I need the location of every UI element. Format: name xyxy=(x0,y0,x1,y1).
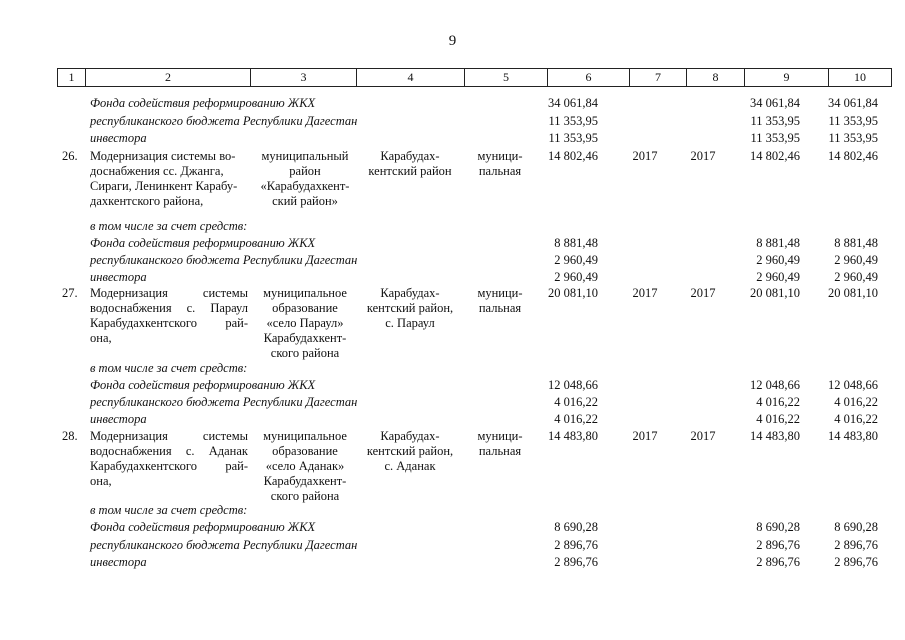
owner-line: Карабудахкент- xyxy=(263,474,347,488)
value-col9: 8 881,48 xyxy=(756,236,800,250)
project-name-line: Модернизация системы во- xyxy=(90,149,236,163)
value-col6: 11 353,95 xyxy=(548,131,598,145)
investor-label: инвестора xyxy=(90,412,147,426)
value-col6: 4 016,22 xyxy=(554,395,598,409)
header-col-1: 1 xyxy=(58,69,86,86)
location-line: с. Параул xyxy=(385,316,435,330)
header-col-6: 6 xyxy=(548,69,630,86)
value-col6: 20 081,10 xyxy=(548,286,598,300)
project-name-line: водоснабжения с. Параул xyxy=(90,301,248,315)
fund-label: Фонда содействия реформированию ЖКХ xyxy=(90,378,316,392)
project-name-line: Сираги, Ленинкент Карабу- xyxy=(90,179,238,193)
project-name-line: Модернизация системы xyxy=(90,429,248,443)
project-name-line: Модернизация системы xyxy=(90,286,248,300)
value-col6: 8 881,48 xyxy=(554,236,598,250)
project-name-line: Карабудахкентского рай- xyxy=(90,459,248,473)
value-col6: 4 016,22 xyxy=(554,412,598,426)
start-year: 2017 xyxy=(632,286,658,300)
end-year: 2017 xyxy=(690,149,716,163)
value-col6: 8 690,28 xyxy=(554,520,598,534)
project-name-line: водоснабжения с. Аданак xyxy=(90,444,248,458)
owner-line: Карабудахкент- xyxy=(263,331,347,345)
republic-label: республиканского бюджета Республики Дагестан xyxy=(90,395,358,409)
owner-line: «село Аданак» xyxy=(265,459,345,473)
value-col9: 12 048,66 xyxy=(750,378,800,392)
value-col10: 8 881,48 xyxy=(834,236,878,250)
row-number: 26. xyxy=(62,149,78,163)
value-col10: 12 048,66 xyxy=(828,378,878,392)
table-header-row xyxy=(57,68,892,87)
location-line: Карабудах- xyxy=(380,429,440,443)
location-line: кентский район xyxy=(368,164,452,178)
value-col9: 34 061,84 xyxy=(750,96,800,110)
location-line: кентский район, xyxy=(366,444,454,458)
value-col9: 4 016,22 xyxy=(756,412,800,426)
value-col9: 14 483,80 xyxy=(750,429,800,443)
ownership-line: муници- xyxy=(477,286,523,300)
republic-label: республиканского бюджета Республики Дагестан xyxy=(90,538,358,552)
value-col10: 14 802,46 xyxy=(828,149,878,163)
funding-intro-label: в том числе за счет средств: xyxy=(90,361,248,375)
location-line: кентский район, xyxy=(366,301,454,315)
start-year: 2017 xyxy=(632,149,658,163)
header-col-3: 3 xyxy=(251,69,357,86)
ownership-line: пальная xyxy=(478,444,522,458)
value-col9: 4 016,22 xyxy=(756,395,800,409)
project-name-line: Карабудахкентского рай- xyxy=(90,316,248,330)
value-col6: 2 896,76 xyxy=(554,538,598,552)
header-col-10: 10 xyxy=(854,70,866,84)
header-col-9: 9 xyxy=(745,69,829,86)
value-col6: 2 896,76 xyxy=(554,555,598,569)
value-col10: 4 016,22 xyxy=(834,395,878,409)
investor-label: инвестора xyxy=(90,131,147,145)
value-col6: 34 061,84 xyxy=(548,96,598,110)
value-col9: 20 081,10 xyxy=(750,286,800,300)
value-col9: 11 353,95 xyxy=(750,131,800,145)
value-col10: 34 061,84 xyxy=(828,96,878,110)
investor-label: инвестора xyxy=(90,555,147,569)
value-col6: 11 353,95 xyxy=(548,114,598,128)
value-col10: 11 353,95 xyxy=(828,114,878,128)
owner-line: муниципальное xyxy=(263,429,347,443)
funding-intro-label: в том числе за счет средств: xyxy=(90,503,248,517)
header-col-7: 7 xyxy=(630,69,687,86)
owner-line: «Карабудахкент- xyxy=(260,179,350,193)
end-year: 2017 xyxy=(690,429,716,443)
value-col9: 2 960,49 xyxy=(756,270,800,284)
ownership-line: пальная xyxy=(478,301,522,315)
ownership-line: муници- xyxy=(477,429,523,443)
project-name-line: она, xyxy=(90,331,112,345)
value-col9: 11 353,95 xyxy=(750,114,800,128)
value-col9: 2 960,49 xyxy=(756,253,800,267)
value-col10: 2 960,49 xyxy=(834,270,878,284)
fund-label: Фонда содействия реформированию ЖКХ xyxy=(90,520,316,534)
owner-line: образование xyxy=(272,444,338,458)
value-col10: 11 353,95 xyxy=(828,131,878,145)
republic-label: республиканского бюджета Республики Дагестан xyxy=(90,253,358,267)
end-year: 2017 xyxy=(690,286,716,300)
value-col10: 20 081,10 xyxy=(828,286,878,300)
owner-line: муниципальное xyxy=(263,286,347,300)
owner-line: ского района xyxy=(270,346,340,360)
fund-label: Фонда содействия реформированию ЖКХ xyxy=(90,236,316,250)
value-col6: 12 048,66 xyxy=(548,378,598,392)
value-col9: 8 690,28 xyxy=(756,520,800,534)
value-col9: 2 896,76 xyxy=(756,538,800,552)
owner-line: «село Параул» xyxy=(266,316,344,330)
header-col-4: 4 xyxy=(357,69,465,86)
header-col-2: 2 xyxy=(86,69,251,86)
start-year: 2017 xyxy=(632,429,658,443)
header-col-5: 5 xyxy=(465,69,548,86)
value-col10: 2 960,49 xyxy=(834,253,878,267)
ownership-line: пальная xyxy=(478,164,522,178)
owner-line: район xyxy=(289,164,321,178)
value-col10: 4 016,22 xyxy=(834,412,878,426)
value-col10: 8 690,28 xyxy=(834,520,878,534)
ownership-line: муници- xyxy=(477,149,523,163)
owner-line: образование xyxy=(272,301,338,315)
owner-line: ский район» xyxy=(272,194,338,208)
location-line: Карабудах- xyxy=(380,149,440,163)
value-col6: 2 960,49 xyxy=(554,270,598,284)
row-number: 27. xyxy=(62,286,78,300)
investor-label: инвестора xyxy=(90,270,147,284)
location-line: с. Аданак xyxy=(384,459,436,473)
project-name-line: доснабжения сс. Джанга, xyxy=(90,164,224,178)
value-col6: 2 960,49 xyxy=(554,253,598,267)
value-col9: 14 802,46 xyxy=(750,149,800,163)
republic-label: республиканского бюджета Республики Дагестан xyxy=(90,114,358,128)
owner-line: муниципальный xyxy=(261,149,349,163)
value-col10: 2 896,76 xyxy=(834,538,878,552)
funding-intro-label: в том числе за счет средств: xyxy=(90,219,248,233)
owner-line: ского района xyxy=(270,489,340,503)
value-col6: 14 483,80 xyxy=(548,429,598,443)
location-line: Карабудах- xyxy=(380,286,440,300)
value-col10: 14 483,80 xyxy=(828,429,878,443)
project-name-line: она, xyxy=(90,474,112,488)
row-number: 28. xyxy=(62,429,78,443)
header-col-8: 8 xyxy=(687,69,745,86)
fund-label: Фонда содействия реформированию ЖКХ xyxy=(90,96,316,110)
page-number: 9 xyxy=(448,33,457,49)
value-col9: 2 896,76 xyxy=(756,555,800,569)
value-col6: 14 802,46 xyxy=(548,149,598,163)
value-col10: 2 896,76 xyxy=(834,555,878,569)
project-name-line: дахкентского района, xyxy=(90,194,204,208)
